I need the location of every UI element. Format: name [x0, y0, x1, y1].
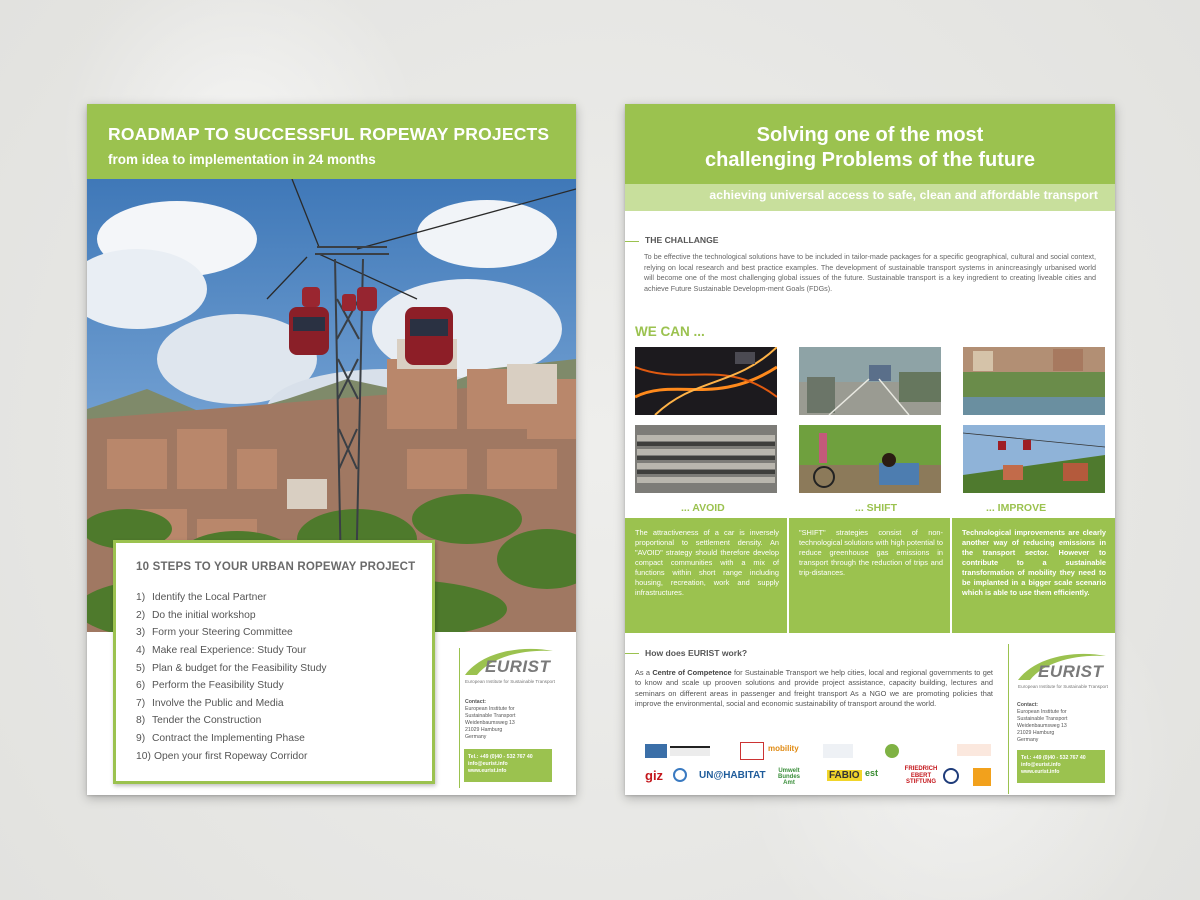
improve-photo-canal [963, 347, 1105, 415]
step-number: 7) [136, 697, 146, 709]
list-item [136, 589, 432, 607]
partner-logo-fabio: FABIO [829, 770, 860, 781]
flyer-header [625, 104, 1115, 184]
flyer-header [87, 104, 576, 179]
avoid-photo-city-night [635, 347, 777, 415]
list-item [136, 730, 432, 748]
step-text: Do the initial workshop [152, 609, 256, 621]
contact-line: European Institute for [1017, 709, 1067, 715]
step-text: Plan & budget for the Feasibility Study [152, 662, 327, 674]
list-item [136, 659, 432, 677]
contact-label: Contact: [465, 699, 487, 705]
contact-line: European Institute for [465, 706, 515, 712]
list-item [136, 695, 432, 713]
vw-logo-icon [943, 768, 959, 784]
partner-logo-unhabitat: UN@HABITAT [699, 770, 766, 781]
step-number: 1) [136, 592, 146, 604]
step-text: Identify the Local Partner [152, 592, 267, 604]
flyer-title: ROADMAP TO SUCCESSFUL ROPEWAY PROJECTS [108, 124, 550, 144]
avoid-photo-parking [635, 425, 777, 493]
roadmap-flyer-sheet [87, 104, 576, 795]
partner-logo [645, 744, 667, 758]
strategy-band [625, 518, 1115, 633]
how-intro: As a [635, 668, 651, 677]
partner-logo-giz: giz [645, 768, 664, 783]
how-body: for Sustainable Transport we help cities, local and regional governments to get to know and scale up prooven solutions and provide project assistance, capacity building, lectures and seminars on different areas in passenger and freight transport As a NGO we are promoting policies that improve the environmental, social and economic sustainability of transport around the world. [635, 668, 993, 709]
step-number: 6) [136, 680, 146, 692]
list-item [136, 642, 432, 660]
step-text: Open your first Ropeway Corridor [154, 750, 308, 762]
partner-logo [885, 744, 899, 758]
shift-photo-rickshaw [799, 425, 941, 493]
avoid-text: The attractiveness of a car is inversely proportional to settlement density. An "AVOID" strategy should therefore develop compact communities with a mix of functions within short range including housing, recreation, work and supply infrastructures. [635, 528, 779, 597]
un-emblem-icon [673, 768, 687, 782]
banner [625, 184, 1115, 211]
step-text: Perform the Feasibility Study [152, 680, 284, 692]
band-divider [787, 518, 789, 633]
step-number: 10) [136, 750, 151, 762]
contact-line: Sustainable Transport [1017, 716, 1068, 722]
partner-logo [670, 746, 710, 756]
eurist-flyer-sheet [625, 104, 1115, 795]
flyer-subtitle: from idea to implementation in 24 months [108, 152, 376, 167]
eurist-tagline: European Institute for Sustainable Transport [1018, 684, 1108, 689]
shift-text: "SHIFT" strategies consist of non-technological solutions with high potential to reduce greenhouse gas emissions in transport through the reduction of trips and trip-distances. [799, 528, 943, 577]
contact-line: Germany [1017, 737, 1039, 743]
partner-logo [957, 744, 991, 756]
partner-logo [740, 742, 764, 760]
partner-logo-fes: FRIEDRICH EBERT STIFTUNG [904, 766, 938, 785]
avoid-label: ... AVOID [681, 502, 725, 514]
steps-list [136, 589, 432, 765]
step-number: 4) [136, 645, 146, 657]
list-item [136, 747, 432, 765]
section-rule [625, 653, 639, 654]
list-item [136, 677, 432, 695]
contact-phone: Tel.: +49 (0)40 - 532 767 40 [468, 754, 533, 760]
contact-address [1017, 702, 1067, 744]
how-text [635, 668, 993, 710]
list-item [136, 712, 432, 730]
eurist-logo-text: EURIST [1038, 662, 1104, 681]
contact-box [464, 749, 552, 782]
contact-line: 21029 Hamburg [1017, 730, 1055, 736]
contact-phone: Tel.: +49 (0)40 - 532 767 40 [1021, 755, 1086, 761]
partner-logo [973, 768, 991, 786]
we-can-heading: WE CAN ... [635, 324, 705, 339]
step-number: 3) [136, 627, 146, 639]
section-rule [625, 241, 639, 242]
improve-photo-cable-car [963, 425, 1105, 493]
flyer-title-line-2: challenging Problems of the future [704, 149, 1036, 171]
steps-box [113, 540, 435, 784]
contact-email: info@eurist.info [1021, 762, 1061, 768]
shift-label: ... SHIFT [855, 502, 897, 514]
contact-address [465, 699, 515, 741]
partner-logos [645, 740, 995, 790]
step-text: Make real Experience: Study Tour [152, 645, 307, 657]
step-text: Contract the Implementing Phase [152, 733, 305, 745]
contact-box [1017, 750, 1105, 783]
list-item [136, 624, 432, 642]
flyer-title-line-1: Solving one of the most [756, 124, 984, 146]
contact-line: Weidenbaumsweg 13 [465, 720, 515, 726]
step-text: Tender the Construction [152, 715, 262, 727]
partner-logo-est: est [865, 768, 879, 778]
step-text: Involve the Public and Media [152, 697, 284, 709]
step-number: 9) [136, 733, 146, 745]
step-number: 2) [136, 609, 146, 621]
contact-line: 21029 Hamburg [465, 727, 503, 733]
eurist-logo-text: EURIST [485, 657, 551, 676]
challenge-heading: THE CHALLANGE [645, 235, 719, 245]
partner-logo-uba: Umwelt Bundes Amt [777, 768, 800, 786]
contact-line: Sustainable Transport [465, 713, 516, 719]
band-divider [950, 518, 952, 633]
contact-web: www.eurist.info [468, 768, 507, 774]
contact-label: Contact: [1017, 702, 1039, 708]
contact-line: Weidenbaumsweg 13 [1017, 723, 1067, 729]
challenge-text: To be effective the technological solutions have to be included in tailor-made packages for a specific geographical, cultural and social context, relying on local research and best practice examples. The development of sustainable transport systems in anincreasingly urbanised world will become one of the most challenging global issues of the future. Sustainable transport is a key ingredient to creating liveable cities and achieve Future Sustainable Developm-ment Goals (FDGs). [644, 252, 1096, 293]
list-item [136, 607, 432, 625]
banner-text: achieving universal access to safe, clean and affordable transport [709, 188, 1098, 202]
eurist-tagline: European Institute for Sustainable Transport [465, 679, 555, 684]
steps-title: 10 STEPS TO YOUR URBAN ROPEWAY PROJECT [136, 561, 416, 573]
how-heading: How does EURIST work? [645, 648, 748, 658]
improve-text: Technological improvements are clearly another way of reducing emissions in the transport sector. However to contribute to a sustainable transformation of mobility they need to be implanted in a bigger scale scenario which is able to use them efficiently. [962, 528, 1106, 597]
contact-line: Germany [465, 734, 487, 740]
shift-photo-brt [799, 347, 941, 415]
contact-web: www.eurist.info [1021, 769, 1060, 775]
step-number: 8) [136, 715, 146, 727]
step-text: Form your Steering Committee [152, 627, 293, 639]
partner-logo-mobility: mobility [768, 744, 799, 753]
improve-label: ... IMPROVE [986, 502, 1047, 514]
step-number: 5) [136, 662, 146, 674]
contact-email: info@eurist.info [468, 761, 508, 767]
how-bold: Centre of Competence [652, 668, 732, 677]
partner-logo [823, 744, 853, 758]
